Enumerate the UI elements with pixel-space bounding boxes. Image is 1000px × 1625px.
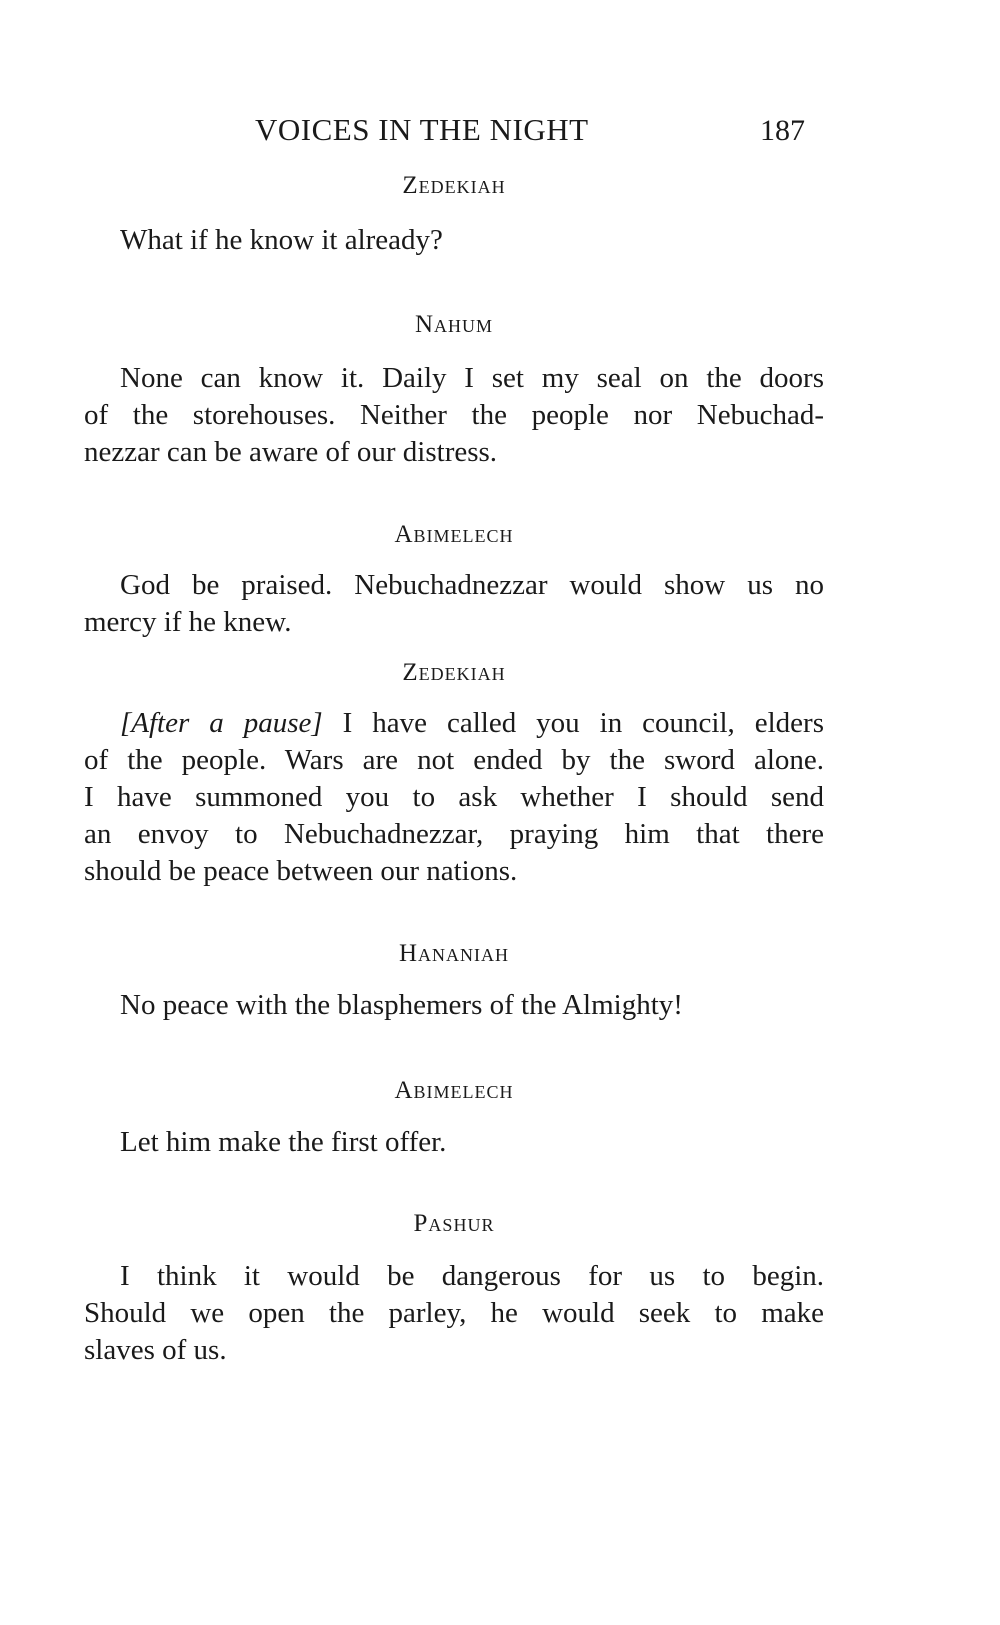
speech-line-with-stage-direction xyxy=(84,705,824,742)
speech xyxy=(84,987,824,1024)
speech-line: nezzar can be aware of our distress. xyxy=(84,436,498,468)
page-number: 187 xyxy=(760,114,805,147)
speech-line: No peace with the blasphemers of the Almighty! xyxy=(120,989,683,1021)
speech-line: I have called you in council, elders xyxy=(322,707,824,739)
running-title: VOICES IN THE NIGHT xyxy=(255,112,589,147)
speaker-name: Zedekiah xyxy=(402,659,506,686)
speech-line: should be peace between our nations. xyxy=(84,855,518,887)
speech-line: I have summoned you to ask whether I should send xyxy=(84,781,824,813)
speech-line: of the people. Wars are not ended by the sword alone. xyxy=(84,744,824,776)
speech-line: Let him make the first offer. xyxy=(120,1126,447,1158)
speaker-name: Nahum xyxy=(414,311,494,338)
speaker-name: Hananiah xyxy=(398,940,510,967)
speech-line: an envoy to Nebuchadnezzar, praying him that there xyxy=(84,818,824,850)
stage-direction: [After a pause] xyxy=(120,707,323,739)
speech-line: of the storehouses. Neither the people nor Nebuchad- xyxy=(84,399,824,431)
speaker-name: Zedekiah xyxy=(402,172,506,199)
speech xyxy=(84,360,824,471)
speech xyxy=(84,567,824,641)
speech xyxy=(84,1124,824,1161)
speech-line: mercy if he knew. xyxy=(84,606,292,638)
speech-line: slaves of us. xyxy=(84,1334,227,1366)
speech xyxy=(84,705,824,890)
speaker-name: Abimelech xyxy=(394,1077,514,1104)
speaker-name: Pashur xyxy=(413,1210,495,1237)
speech-line: None can know it. Daily I set my seal on the doors xyxy=(120,362,824,394)
speech xyxy=(84,222,824,259)
speech-line: What if he know it already? xyxy=(120,224,443,256)
running-head xyxy=(0,112,1000,152)
speech-line: Should we open the parley, he would seek to make xyxy=(84,1297,824,1329)
speech-line: God be praised. Nebuchadnezzar would show us no xyxy=(120,569,824,601)
speech-line: I think it would be dangerous for us to begin. xyxy=(120,1260,824,1292)
speech xyxy=(84,1258,824,1369)
speaker-name: Abimelech xyxy=(394,521,514,548)
